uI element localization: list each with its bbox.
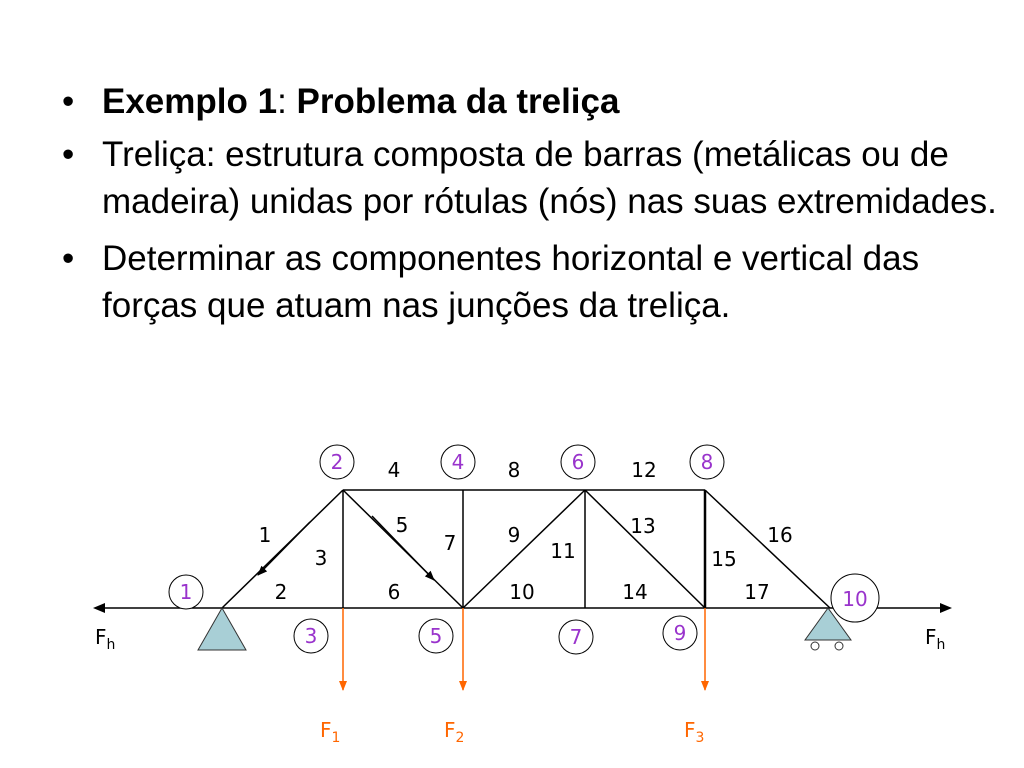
node-label-8: 8: [700, 450, 714, 474]
member-label-11: 11: [550, 539, 576, 563]
bullet-dot: •: [62, 239, 75, 278]
example-title: Problema da treliça: [296, 82, 620, 121]
node-label-10: 10: [842, 587, 868, 611]
fh-right-label: $F_h$: [925, 625, 946, 653]
member-labels: [259, 458, 793, 604]
bullet-dot: •: [62, 135, 75, 174]
node-label-1: 1: [179, 580, 193, 604]
member-label-7: 7: [443, 531, 457, 555]
truss-definition: Treliça: estrutura composta de barras (metálicas ou de madeira) unidas por rótulas (nós) nas suas extremidades.: [102, 135, 997, 221]
member-label-1: 1: [258, 523, 272, 547]
member-label-17: 17: [744, 580, 770, 604]
member-label-16: 16: [767, 523, 793, 547]
pin-support: [198, 608, 246, 650]
fh-left-label: $F_h$: [95, 625, 116, 653]
title-separator: :: [277, 82, 297, 121]
example-label: Exemplo 1: [102, 82, 278, 121]
member-label-12: 12: [631, 458, 657, 482]
node-label-2: 2: [330, 450, 344, 474]
member-label-9: 9: [507, 523, 521, 547]
member-label-13: 13: [630, 514, 656, 538]
node-label-7: 7: [569, 625, 583, 649]
f2-label: $F_2$: [444, 718, 465, 746]
member-label-8: 8: [507, 458, 521, 482]
f3-label: $F_3$: [684, 718, 705, 746]
member-label-6: 6: [387, 580, 401, 604]
member-label-4: 4: [387, 458, 401, 482]
node-label-5: 5: [429, 624, 443, 648]
task-description: Determinar as componentes horizontal e vertical das forças que atuam nas junções da treliça.: [102, 239, 920, 325]
node-label-4: 4: [451, 450, 465, 474]
member-label-10: 10: [509, 580, 535, 604]
node-label-3: 3: [304, 624, 318, 648]
f1-label: $F_1$: [320, 718, 341, 746]
member-label-15: 15: [711, 547, 737, 571]
member-label-14: 14: [622, 580, 648, 604]
member-label-3: 3: [314, 546, 328, 570]
member-label-2: 2: [274, 580, 288, 604]
node-label-9: 9: [673, 621, 687, 645]
member-label-5: 5: [395, 513, 409, 537]
node-label-6: 6: [571, 450, 585, 474]
applied-forces: [343, 608, 705, 690]
bullet-dot: •: [62, 82, 75, 121]
